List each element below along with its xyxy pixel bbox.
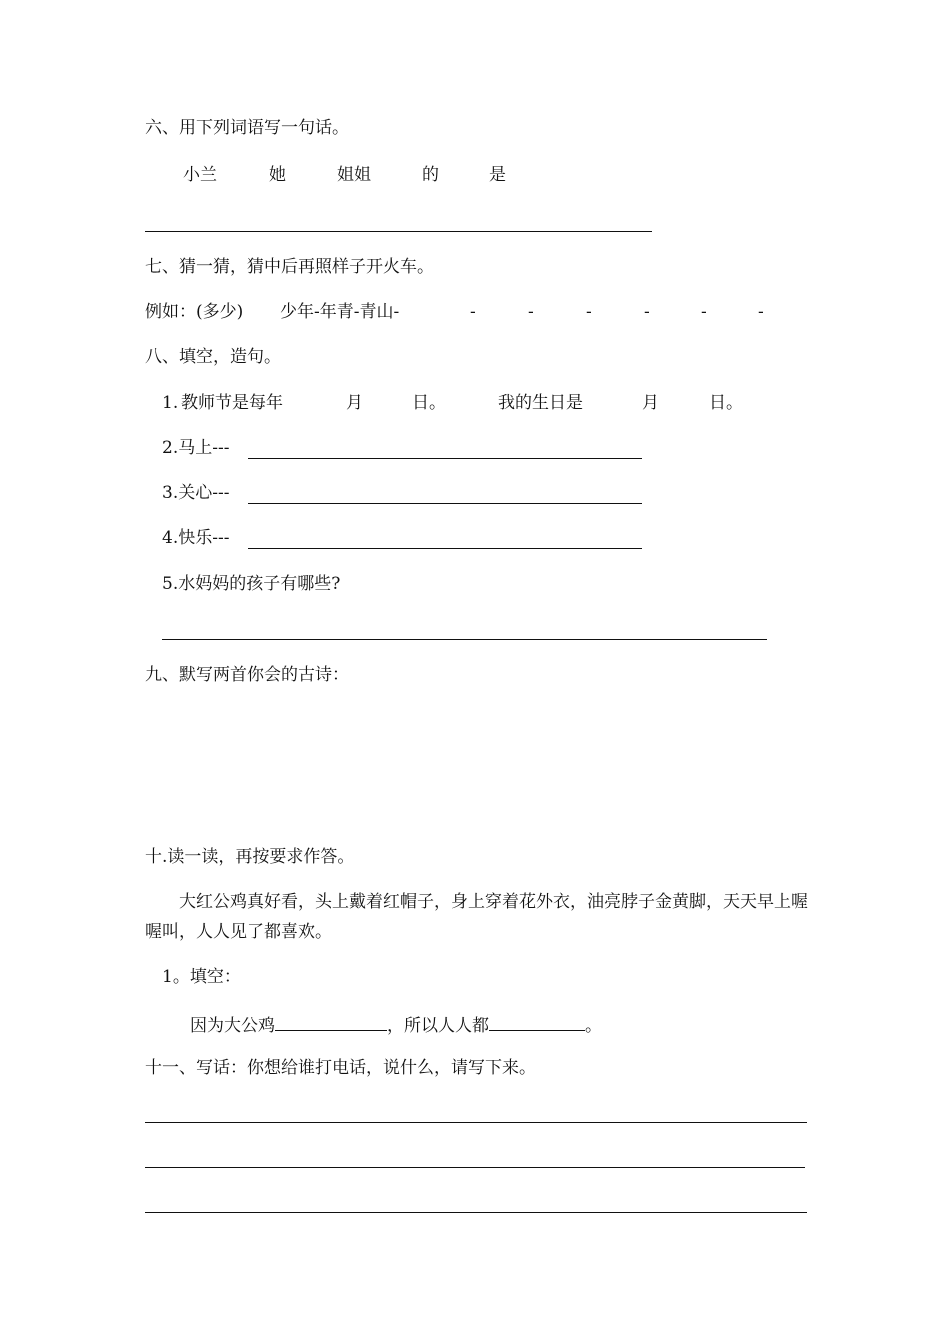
- q5-label: 5.水妈妈的孩子有哪些?: [162, 574, 341, 594]
- section-10-title: 十.读一读，再按要求作答。: [145, 847, 355, 867]
- s10-q1-text-c: 。: [585, 1016, 602, 1036]
- section-9-title: 九、默写两首你会的古诗：: [145, 665, 349, 685]
- word-1: 小兰: [183, 165, 217, 185]
- section-7-title: 七、猜一猜，猜中后再照样子开火车。: [145, 257, 434, 277]
- s10-q1-blank-2[interactable]: [489, 1012, 585, 1031]
- q1-text-f: 日。: [709, 393, 743, 413]
- reading-passage: 大红公鸡真好看，头上戴着红帽子，身上穿着花外衣，油亮脖子金黄脚，天天早上喔喔叫，人人见了都喜欢。: [145, 892, 808, 942]
- q3-label: 3.关心---: [162, 483, 230, 503]
- writing-line-3[interactable]: [145, 1212, 807, 1213]
- writing-line-1[interactable]: [145, 1122, 807, 1123]
- q3-answer-line[interactable]: [248, 503, 642, 504]
- q1-number: 1.: [162, 393, 179, 413]
- chain-dash-5: -: [701, 302, 707, 322]
- q5-answer-line[interactable]: [162, 639, 767, 640]
- q4-label: 4.快乐---: [162, 528, 230, 548]
- section-6-title: 六、用下列词语写一句话。: [145, 118, 349, 138]
- word-2: 她: [269, 165, 286, 185]
- chain-dash-2: -: [528, 302, 534, 322]
- s10-q1-label: 1。填空：: [162, 967, 241, 987]
- chain-dash-6: -: [758, 302, 764, 322]
- section-11-title: 十一、写话：你想给谁打电话，说什么，请写下来。: [145, 1058, 536, 1078]
- example-chain: 少年-年青-青山-: [280, 302, 400, 322]
- section-8-title: 八、填空，造句。: [145, 347, 281, 367]
- q4-answer-line[interactable]: [248, 548, 642, 549]
- q2-label: 2.马上---: [162, 438, 230, 458]
- writing-line-2[interactable]: [145, 1167, 805, 1168]
- s10-q1-text-a: 因为大公鸡: [190, 1016, 275, 1036]
- q1-text-a: 教师节是每年: [181, 393, 283, 413]
- q2-answer-line[interactable]: [248, 458, 642, 459]
- chain-dash-1: -: [470, 302, 476, 322]
- example-prefix: 例如：(多少): [145, 302, 244, 322]
- chain-dash-4: -: [644, 302, 650, 322]
- word-4: 的: [422, 165, 439, 185]
- word-3: 姐姐: [337, 165, 371, 185]
- s10-q1-text-b: ，所以人人都: [387, 1016, 489, 1036]
- q1-text-e: 月: [642, 393, 659, 413]
- answer-line-s6[interactable]: [145, 231, 652, 232]
- chain-dash-3: -: [586, 302, 592, 322]
- q1-text-d: 我的生日是: [498, 393, 583, 413]
- s10-q1-fill: [190, 1012, 602, 1037]
- s10-q1-blank-1[interactable]: [275, 1012, 387, 1031]
- q1-text-c: 日。: [412, 393, 446, 413]
- q1-text-b: 月: [346, 393, 363, 413]
- word-5: 是: [489, 165, 506, 185]
